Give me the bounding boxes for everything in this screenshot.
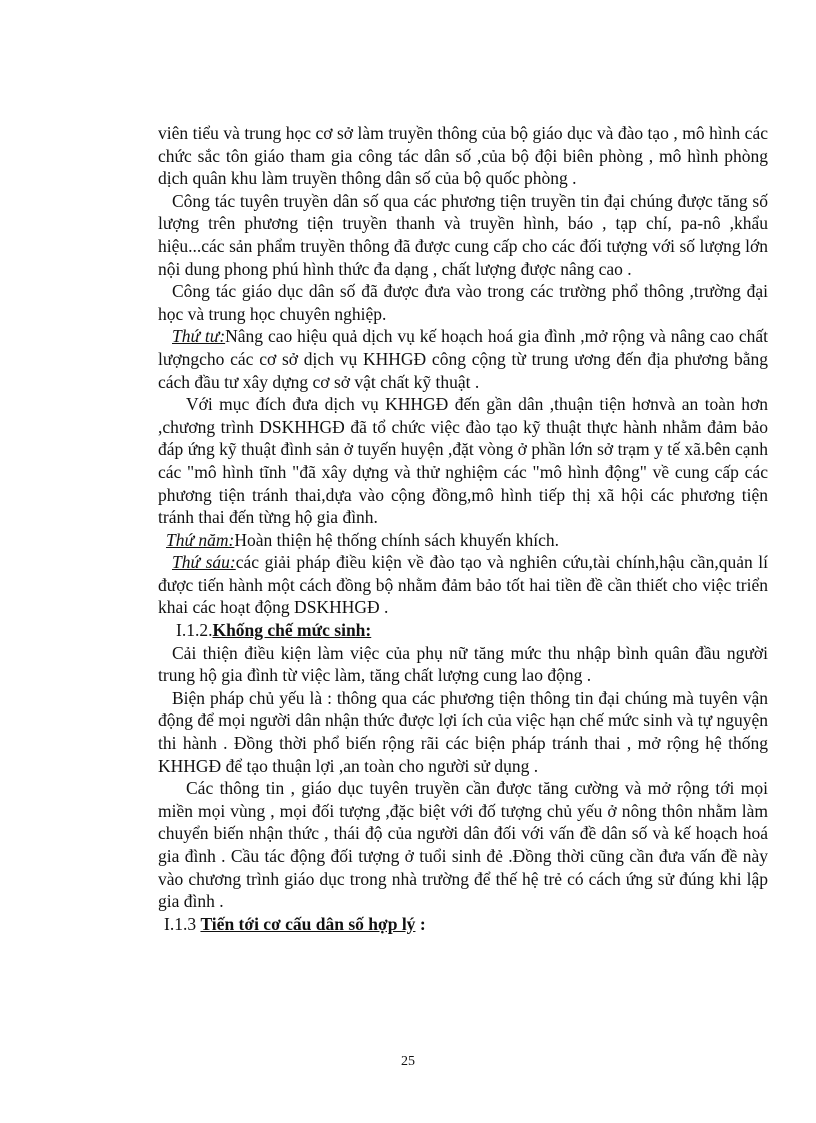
label-thu-tu: Thứ tư: <box>172 326 226 347</box>
paragraph-2: Công tác tuyên truyền dân số qua các phương tiện truyền tin đại chúng được tăng số lượng trên phương tiện truyền thanh và truyền hình, báo , tạp chí, pa-nô ,khẩu hiệu...các sản phẩm truyền thông đã được cung cấp cho các đối tượng với số lượng lớn nội dung phong phú hình thức đa dạng , chất lượng được nâng cao . <box>158 190 768 279</box>
section-heading-1-1-2 <box>158 619 768 642</box>
paragraph-7-text: các giải pháp điều kiện về đào tạo và nghiên cứu,tài chính,hậu cần,quản lí được tiến hành một cách đồng bộ nhằm đảm bảo tốt hai tiền đề cần thiết cho việc triển khai các hoạt động DSKHHGĐ . <box>158 552 768 618</box>
paragraph-4 <box>158 325 768 393</box>
paragraph-6-text: Hoàn thiện hệ thống chính sách khuyến khích. <box>234 529 560 550</box>
section-heading-1-1-3 <box>158 913 768 936</box>
heading-suffix: : <box>415 913 426 934</box>
document-page <box>158 122 768 935</box>
paragraph-10: Các thông tin , giáo dục tuyên truyền cần được tăng cường và mở rộng tới mọi miền mọi vùng , mọi đối tượng ,đặc biệt với đố tượng chủ yếu ở nông thôn nhằm làm chuyển biến nhận thức , thái độ của người dân đối với vấn đề dân số và kế hoạch hoá gia đình . Cầu tác động đối tượng ở tuổi sinh đẻ .Đồng thời cũng cần đưa vấn đề này vào chương trình giáo dục trong nhà trường để thế hệ trẻ có cách ứng sử đúng khi lập gia đình . <box>158 778 768 912</box>
paragraph-8: Cải thiện điều kiện làm việc của phụ nữ tăng mức thu nhập bình quân đầu người trung hộ gia đình từ việc làm, tăng chất lượng cung lao động . <box>158 642 768 686</box>
heading-title: Khống chế mức sinh: <box>212 620 372 641</box>
heading-number: I.1.3 <box>164 913 201 934</box>
heading-number: I.1.2. <box>176 620 213 641</box>
paragraph-9: Biện pháp chủ yếu là : thông qua các phương tiện thông tin đại chúng mà tuyên vận động để mọi người dân nhận thức được lợi ích của việc hạn chế mức sinh và tự nguyện thi hành . Đồng thời phổ biến rộng rãi các biện pháp tránh thai , mở rộng hệ thống KHHGĐ để tạo thuận lợi ,an toàn cho người sử dụng . <box>158 687 768 776</box>
label-thu-sau: Thứ sáu: <box>172 552 236 573</box>
paragraph-7 <box>158 551 768 619</box>
paragraph-6 <box>158 529 768 552</box>
paragraph-5: Với mục đích đưa dịch vụ KHHGĐ đến gần dân ,thuận tiện hơnvà an toàn hơn ,chương trình DSKHHGĐ đã tổ chức việc đào tạo kỹ thuật thực hành nhằm đảm bảo đáp ứng kỹ thuật đình sản ở tuyến huyện ,đặt vòng ở phần lớn sở trạm y tế xã.bên cạnh các "mô hình tĩnh "đã xây dựng và thử nghiệm các "mô hình động" về cung cấp các phương tiện tránh thai,dựa vào cộng đồng,mô hình tiếp thị xã hội các phương tiện tránh thai đến từng hộ gia đình. <box>158 394 768 528</box>
paragraph-1: viên tiểu và trung học cơ sở làm truyền thông của bộ giáo dục và đào tạo , mô hình các chức sắc tôn giáo tham gia công tác dân số ,của bộ đội biên phòng , mô hình phòng dịch quân khu làm truyền thông dân số của bộ quốc phòng . <box>158 123 768 189</box>
paragraph-3: Công tác giáo dục dân số đã được đưa vào trong các trường phổ thông ,trường đại học và trung học chuyên nghiệp. <box>158 281 768 324</box>
heading-title: Tiến tới cơ cấu dân số hợp lý <box>200 913 416 934</box>
page-number: 25 <box>401 1054 415 1069</box>
paragraph-4-text: Nâng cao hiệu quả dịch vụ kế hoạch hoá gia đình ,mở rộng và nâng cao chất lượngcho các cơ sở dịch vụ KHHGĐ công cộng từ trung ương đến địa phương bằng cách đầu tư xây dựng cơ sở vật chất kỹ thuật . <box>158 326 768 392</box>
label-thu-nam: Thứ năm: <box>166 529 235 550</box>
